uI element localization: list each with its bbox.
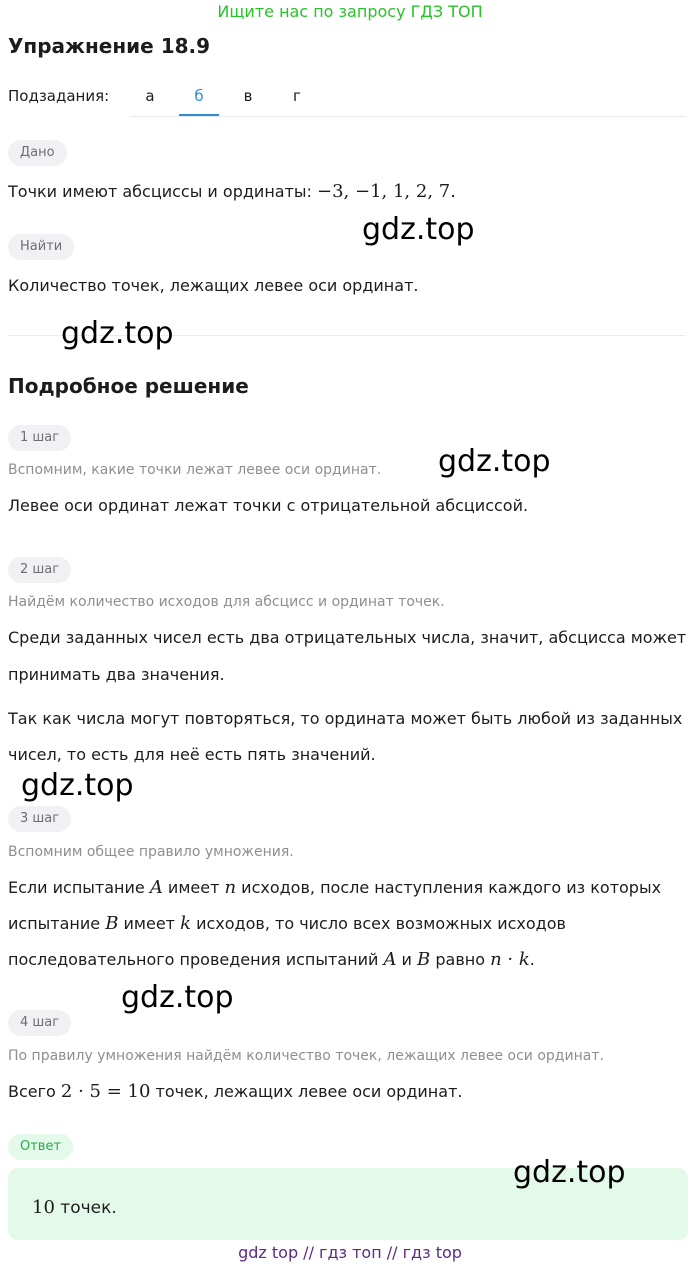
text-fragment: имеет: [118, 914, 181, 933]
promo-banner: Ищите нас по запросу ГДЗ ТОП: [217, 2, 483, 21]
math-var-a: A: [149, 877, 163, 898]
text-fragment: последовательного проведения испытаний: [8, 950, 384, 969]
text-fragment: исходов, то число всех возможных исходов: [191, 914, 566, 933]
footer-links[interactable]: gdz top // гдз топ // гдз top: [238, 1243, 462, 1262]
step-4-hint: По правилу умножения найдём количество точек, лежащих левее оси ординат.: [8, 1048, 604, 1064]
math-product: n · k: [490, 949, 530, 970]
math-var-b: B: [105, 913, 119, 934]
given-text: [8, 180, 456, 204]
tab-b[interactable]: б: [179, 80, 219, 116]
step-2-line-4: чисел, то есть для неё есть пять значений.: [8, 745, 376, 764]
step-2-hint: Найдём количество исходов для абсцисс и ординат точек.: [8, 594, 445, 610]
text-fragment: Если испытание: [8, 878, 150, 897]
step-2-line-1: Среди заданных чисел есть два отрицательных числа, значит, абсцисса может: [8, 628, 687, 647]
text-fragment: равно: [430, 950, 491, 969]
watermark: gdz.top: [362, 212, 475, 247]
exercise-title: Упражнение 18.9: [8, 34, 211, 58]
step-3-badge: 3 шаг: [8, 806, 71, 832]
tab-v[interactable]: в: [243, 87, 253, 105]
find-badge: Найти: [8, 234, 74, 260]
step-2-line-3: Так как числа могут повторяться, то ордината может быть любой из заданных: [8, 709, 683, 728]
text-fragment: и: [396, 950, 418, 969]
tab-g[interactable]: г: [293, 87, 301, 105]
text-fragment: исходов, после наступления каждого из которых: [236, 878, 662, 897]
math-expression: 2 · 5 = 10: [60, 1081, 151, 1102]
text-fragment: имеет: [162, 878, 225, 897]
watermark: gdz.top: [21, 768, 134, 803]
answer-unit: точек.: [54, 1198, 117, 1218]
given-badge: Дано: [8, 140, 67, 166]
step-3-line-1: [8, 876, 661, 900]
step-2-badge: 2 шаг: [8, 557, 71, 583]
watermark: gdz.top: [438, 444, 551, 479]
watermark: gdz.top: [513, 1155, 626, 1190]
math-var-k: k: [180, 913, 192, 934]
step-3-line-2: [8, 912, 566, 936]
step-3-hint: Вспомним общее правило умножения.: [8, 844, 294, 860]
text-fragment: .: [529, 950, 535, 969]
step-4-line: [8, 1080, 462, 1104]
answer-number: 10: [32, 1197, 55, 1218]
math-var-n: n: [224, 877, 237, 898]
tab-a[interactable]: а: [145, 87, 155, 105]
text-fragment: испытание: [8, 914, 106, 933]
solution-title: Подробное решение: [8, 374, 249, 398]
watermark: gdz.top: [61, 316, 174, 351]
given-values: −3, −1, 1, 2, 7.: [317, 181, 456, 202]
math-var-b: B: [417, 949, 431, 970]
step-1-badge: 1 шаг: [8, 425, 71, 451]
step-1-line: Левее оси ординат лежат точки с отрицательной абсциссой.: [8, 496, 529, 515]
math-var-a: A: [383, 949, 397, 970]
step-4-badge: 4 шаг: [8, 1010, 71, 1036]
watermark: gdz.top: [121, 980, 234, 1015]
answer-badge: Ответ: [8, 1134, 73, 1160]
text-fragment: точек, лежащих левее оси ординат.: [150, 1082, 463, 1101]
find-text: Количество точек, лежащих левее оси ординат.: [8, 276, 419, 295]
step-2-line-2: принимать два значения.: [8, 665, 225, 684]
answer-text: [32, 1196, 117, 1220]
text-fragment: Всего: [8, 1082, 61, 1101]
step-1-hint: Вспомним, какие точки лежат левее оси ординат.: [8, 462, 382, 478]
subtasks-label: Подзадания:: [8, 87, 110, 105]
subtasks-tabs: [130, 80, 686, 117]
given-text-label: Точки имеют абсциссы и ординаты:: [8, 182, 318, 201]
step-3-line-3: [8, 948, 535, 972]
